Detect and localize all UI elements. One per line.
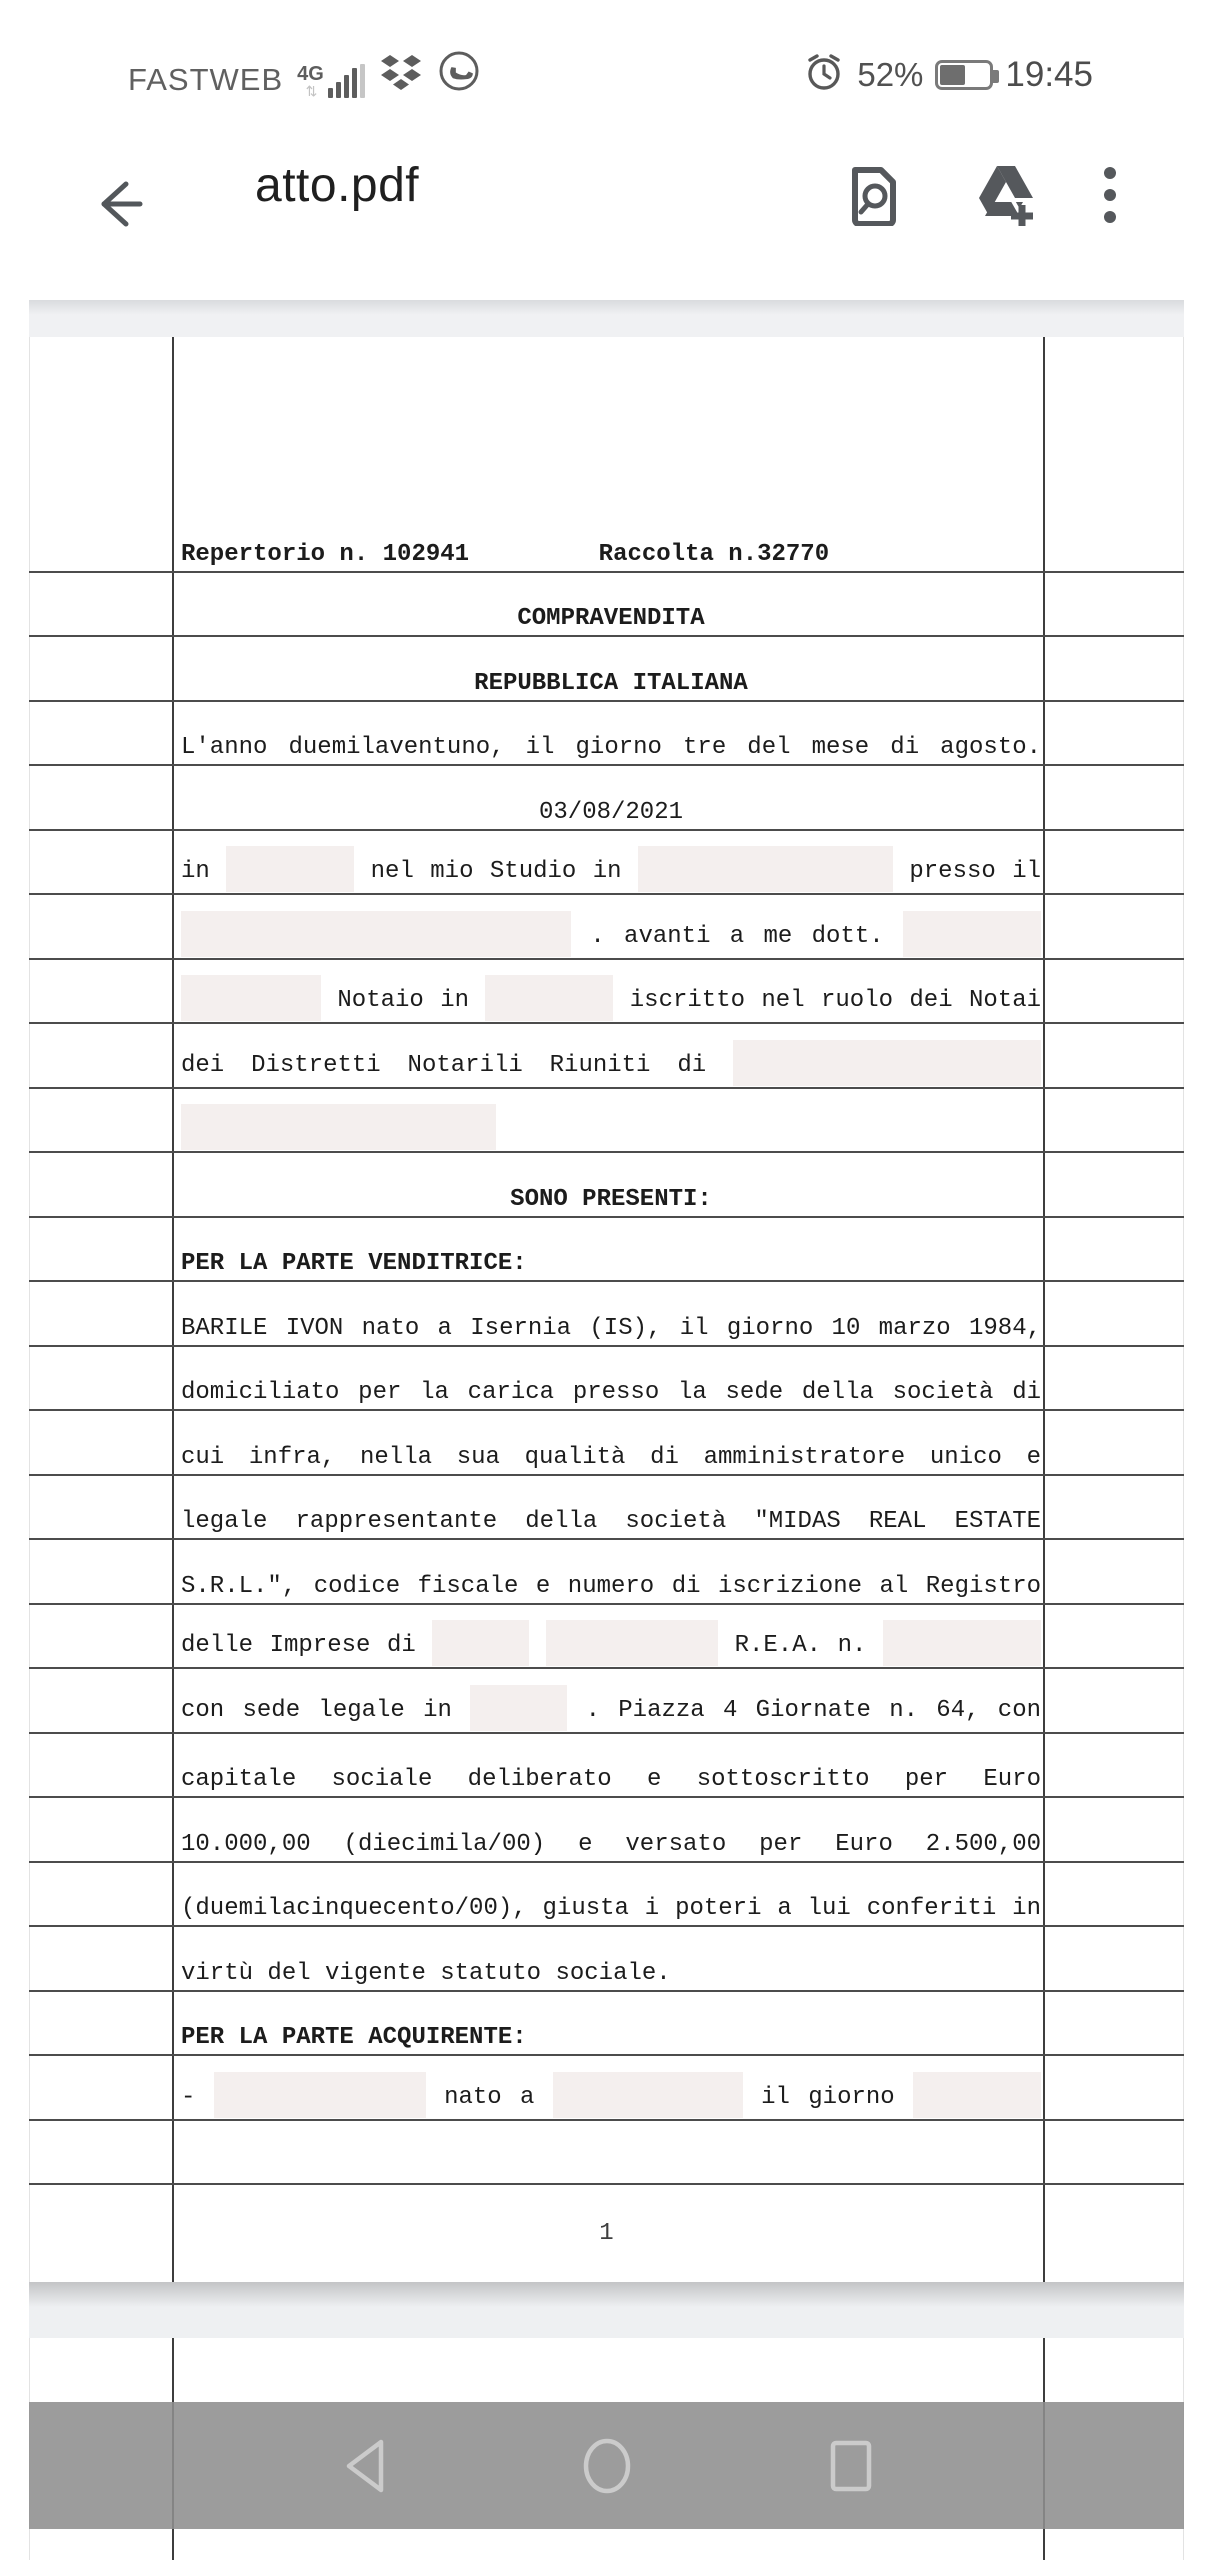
text-line: capitale sociale deliberato e sottoscritto per Euro xyxy=(181,1766,1041,1793)
redaction-block xyxy=(485,975,613,1021)
dropbox-icon xyxy=(379,53,423,98)
find-in-document-button[interactable] xyxy=(847,164,901,226)
document-row xyxy=(29,637,1184,702)
redaction-block xyxy=(638,846,893,892)
text-line: domiciliato per la carica presso la sede della società di xyxy=(181,1379,1041,1406)
back-button[interactable] xyxy=(88,174,148,234)
document-row xyxy=(29,1927,1184,1992)
redaction-block xyxy=(733,1040,1041,1086)
signal-bars-icon xyxy=(328,64,365,98)
document-row xyxy=(29,702,1184,767)
pdf-page[interactable] xyxy=(29,337,1184,2282)
redaction-block xyxy=(553,2072,743,2118)
document-row xyxy=(29,573,1184,638)
document-row xyxy=(29,1024,1184,1089)
redaction-block xyxy=(903,911,1041,957)
alarm-icon xyxy=(803,51,845,98)
text-line: BARILE IVON nato a Isernia (IS), il giorno 10 marzo 1984, xyxy=(181,1314,1041,1342)
app-bar xyxy=(0,108,1213,300)
document-row xyxy=(29,2056,1184,2121)
page-top-gutter xyxy=(29,300,1184,337)
text-line: (duemilacinquecento/00), giusta i poteri a lui conferiti in xyxy=(181,1895,1041,1922)
text-line: . avanti a me dott. xyxy=(181,911,1041,957)
document-row xyxy=(29,1282,1184,1347)
text-line: PER LA PARTE VENDITRICE: xyxy=(181,1250,527,1277)
text-line: Notaio in iscritto nel ruolo dei Notai xyxy=(181,975,1041,1021)
nav-recents-button[interactable] xyxy=(791,2402,911,2529)
network-type-icon: 4G ⇅ xyxy=(297,63,324,99)
text-line: con sede legale in . Piazza 4 Giornate n. 64, con xyxy=(181,1685,1041,1731)
text-line: - nato a il giorno xyxy=(181,2072,1041,2118)
text-line: dei Distretti Notarili Riuniti di xyxy=(181,1040,1041,1086)
redaction-block xyxy=(226,846,354,892)
document-row xyxy=(29,1218,1184,1283)
redaction-block xyxy=(181,1104,496,1150)
document-row xyxy=(29,1605,1184,1670)
document-row xyxy=(29,831,1184,896)
document-row xyxy=(29,895,1184,960)
document-row xyxy=(29,1798,1184,1863)
document-row xyxy=(29,1347,1184,1412)
document-row xyxy=(29,960,1184,1025)
document-title: atto.pdf xyxy=(255,159,420,212)
text-line: COMPRAVENDITA xyxy=(517,605,705,632)
document-body xyxy=(29,508,1184,2185)
page-separator xyxy=(29,2282,1184,2338)
document-row xyxy=(29,1669,1184,1734)
redaction-block xyxy=(214,2072,426,2118)
add-to-drive-button[interactable] xyxy=(967,164,1037,226)
redaction-block xyxy=(432,1620,529,1666)
document-row xyxy=(29,508,1184,573)
text-line: cui infra, nella sua qualità di amministratore unico e xyxy=(181,1443,1041,1471)
document-row xyxy=(29,1411,1184,1476)
text-line: REPUBBLICA ITALIANA xyxy=(474,669,748,697)
redaction-block xyxy=(470,1685,567,1731)
document-row xyxy=(29,1540,1184,1605)
carrier-label: FASTWEB xyxy=(128,62,284,97)
document-row xyxy=(29,1476,1184,1541)
battery-icon xyxy=(935,60,993,90)
android-nav-bar xyxy=(29,2402,1184,2529)
text-line: SONO PRESENTI: xyxy=(510,1185,712,1213)
redaction-block xyxy=(546,1620,718,1666)
text-line xyxy=(181,1104,1041,1150)
status-bar xyxy=(0,0,1213,108)
redaction-block xyxy=(913,2072,1041,2118)
text-line: L'anno duemilaventuno, il giorno tre del mese di agosto. xyxy=(181,734,1041,761)
redaction-block xyxy=(181,975,321,1021)
document-row xyxy=(29,1089,1184,1154)
text-line: S.R.L.", codice fiscale e numero di iscrizione al Registro xyxy=(181,1572,1041,1600)
text-line: PER LA PARTE ACQUIRENTE: xyxy=(181,2024,527,2051)
document-row xyxy=(29,1992,1184,2057)
text-line: in nel mio Studio in presso il xyxy=(181,846,1041,892)
wifi-calling-icon xyxy=(437,49,481,98)
redaction-block xyxy=(883,1620,1041,1666)
status-right-cluster xyxy=(803,51,1093,98)
text-line: virtù del vigente statuto sociale. xyxy=(181,1959,671,1987)
overflow-menu-button[interactable] xyxy=(1103,164,1117,226)
redaction-block xyxy=(181,911,571,957)
nav-back-button[interactable] xyxy=(304,2402,424,2529)
document-row xyxy=(29,1153,1184,1218)
document-row xyxy=(29,1863,1184,1928)
page-number: 1 xyxy=(599,2220,614,2247)
document-row xyxy=(29,2121,1184,2186)
text-line: legale rappresentante della società "MIDAS REAL ESTATE xyxy=(181,1508,1041,1535)
clock-time: 19:45 xyxy=(1005,54,1093,94)
text-line: 03/08/2021 xyxy=(538,798,684,826)
nav-home-button[interactable] xyxy=(547,2402,667,2529)
document-row xyxy=(29,766,1184,831)
status-left-cluster xyxy=(128,49,481,98)
document-row xyxy=(29,1734,1184,1799)
text-line: delle Imprese di R.E.A. n. xyxy=(181,1620,1041,1666)
text-line: Repertorio n. 102941 Raccolta n.32770 xyxy=(181,540,830,568)
text-line: 10.000,00 (diecimila/00) e versato per Euro 2.500,00 xyxy=(181,1830,1041,1858)
network-cluster xyxy=(297,64,365,98)
battery-percent: 52% xyxy=(857,55,924,93)
